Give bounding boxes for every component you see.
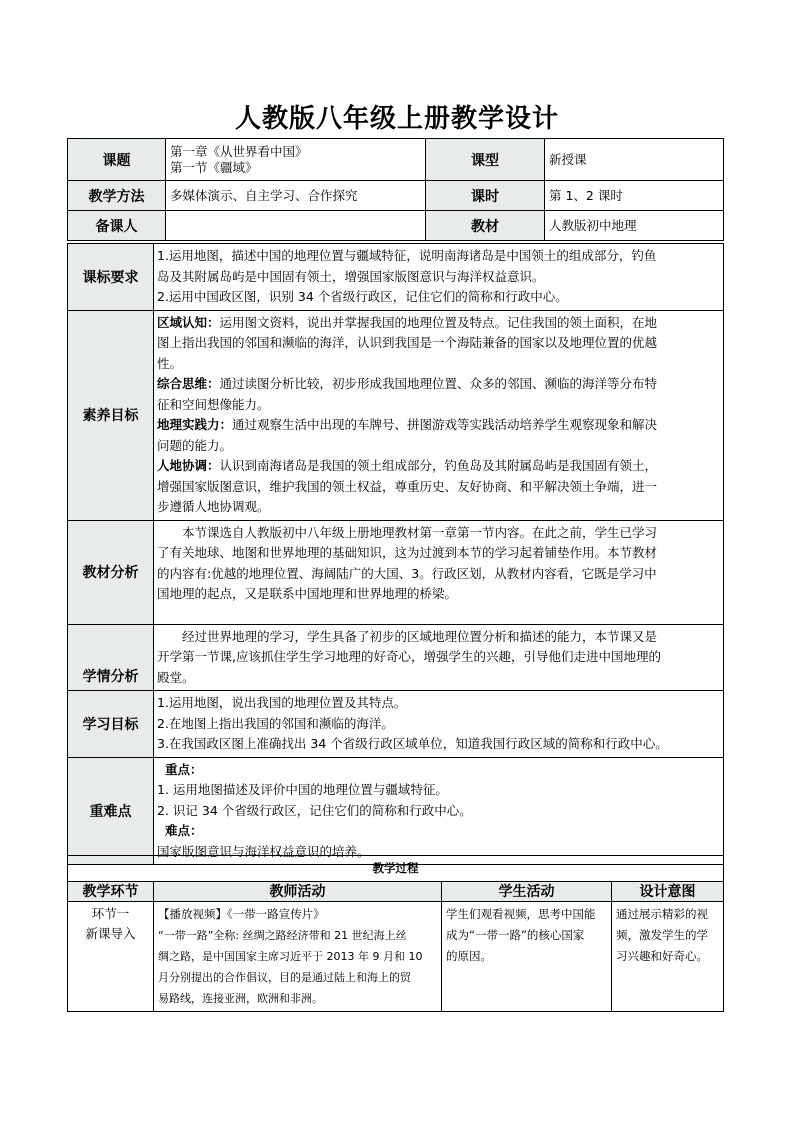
objectives-label: 学习目标 <box>68 691 154 758</box>
standards-label: 课标要求 <box>68 244 154 311</box>
type-label: 课型 <box>426 139 545 181</box>
col-student: 学生活动 <box>442 882 612 902</box>
header-table <box>67 138 724 241</box>
topic-value: 第一章《从世界看中国》 第一节《疆域》 <box>166 139 426 181</box>
hours-value: 第 1、2 课时 <box>545 181 724 211</box>
literacy-key-2: 综合思维： <box>157 376 220 391</box>
col-stage: 教学环节 <box>68 882 154 902</box>
topic-label: 课题 <box>68 139 166 181</box>
stage-cell: 环节一 新课导入 <box>68 902 154 1012</box>
content-table <box>67 243 724 865</box>
difficulty-title: 难点： <box>165 823 203 838</box>
literacy-content: 区域认知：运用图文资料，说出并掌握我国的地理位置及特点。记住我国的领土面积，在地 图上指出我国的邻国和濒临的海洋，认识到我国是一个海陆兼备的国家以及地理位置的优越 性。 综合思维：通过读图分析比较，初步形成我国地理位置、众多的邻国、濒临的海洋等分布特 征和空间想像能力。 地理实践力：通过观察生活中出现的车牌号、拼图游戏等实践活动培养学生观察现象和解决 问题的能力。 人地协调：认识到南海诸岛是我国的领土组成部分，钓鱼岛及其附属岛屿是我国固有领土， 增强国家版图意识，维护我国的领土权益，尊重历史、友好协商、和平解决领土争端，进一 步遵循人地协调观。 <box>154 310 724 520</box>
textbook-label: 教材 <box>426 211 545 241</box>
student-activity: 学生们观看视频，思考中国能 成为“一带一路”的核心国家 的原因。 <box>442 902 612 1012</box>
process-title: 教学过程 <box>68 856 724 882</box>
textbook-value: 人教版初中地理 <box>545 211 724 241</box>
key-title: 重点： <box>165 761 203 777</box>
hours-label: 课时 <box>426 181 545 211</box>
col-teacher: 教师活动 <box>154 882 442 902</box>
standards-content: 1.运用地图，描述中国的地理位置与疆域特征，说明南海诸岛是中国领土的组成部分，钓鱼 岛及其附属岛屿是中国固有领土，增强国家版图意识与海洋权益意识。 2.运用中国政区图，识别 34 个省级行政区，记住它们的简称和行政中心。 <box>154 244 724 311</box>
design-intent: 通过展示精彩的视 频，激发学生的学 习兴趣和好奇心。 <box>612 902 724 1012</box>
document-title: 人教版八年级上册教学设计 <box>234 104 559 134</box>
objectives-content: 1.运用地图，说出我国的地理位置及其特点。 2.在地图上指出我国的邻国和濒临的海洋。 3.在我国政区图上准确找出 34 个省级行政区域单位，知道我国行政区域的简称和行政中心。 <box>154 691 724 758</box>
process-table <box>67 855 724 1012</box>
material-content: 本节课选自人教版初中八年级上册地理教材第一章第一节内容。在此之前，学生已学习 了有关地球、地图和世界地理的基础知识，这为过渡到本节的学习起着铺垫作用。本节教材 的内容有:优越的地理位置、海阔陆广的大国、3。行政区划，从教材内容看，它既是学习中 国地理的起点，又是联系中国地理和世界地理的桥梁。 <box>154 520 724 624</box>
material-label: 教材分析 <box>68 520 154 624</box>
teacher-activity: 【播放视频】《一带一路宣传片》 “一带一路”全称: 丝绸之路经济带和 21 世纪海上丝 绸之路，是中国国家主席习近平于 2013 年 9 月和 10 月分别提出的合作倡议，目的是通过陆上和海上的贸 易路线，连接亚洲，欧洲和非洲。 <box>154 902 442 1012</box>
literacy-label: 素养目标 <box>68 310 154 520</box>
type-value: 新授课 <box>545 139 724 181</box>
literacy-key-4: 人地协调： <box>157 458 220 473</box>
literacy-key-3: 地理实践力： <box>157 417 233 432</box>
keypoints-content: 重点： 1. 运用地图描述及评价中国的地理位置与疆域特征。 2. 识记 34 个省级行政区，记住它们的简称和行政中心。 难点： 国家版图意识与海洋权益意识的培养。 <box>154 757 724 865</box>
method-label: 教学方法 <box>68 181 166 211</box>
col-intent: 设计意图 <box>612 882 724 902</box>
keypoints-label: 重难点 <box>68 757 154 865</box>
learner-label: 学情分析 <box>68 624 154 691</box>
learner-content: 经过世界地理的学习，学生具备了初步的区域地理位置分析和描述的能力，本节课又是 开学第一节课,应该抓住学生学习地理的好奇心，增强学生的兴趣，引导他们走进中国地理的 殿堂。 <box>154 624 724 691</box>
preparer-value <box>166 211 426 241</box>
method-value: 多媒体演示、自主学习、合作探究 <box>166 181 426 211</box>
literacy-key-1: 区域认知： <box>157 314 220 330</box>
preparer-label: 备课人 <box>68 211 166 241</box>
table-row <box>68 902 724 1012</box>
